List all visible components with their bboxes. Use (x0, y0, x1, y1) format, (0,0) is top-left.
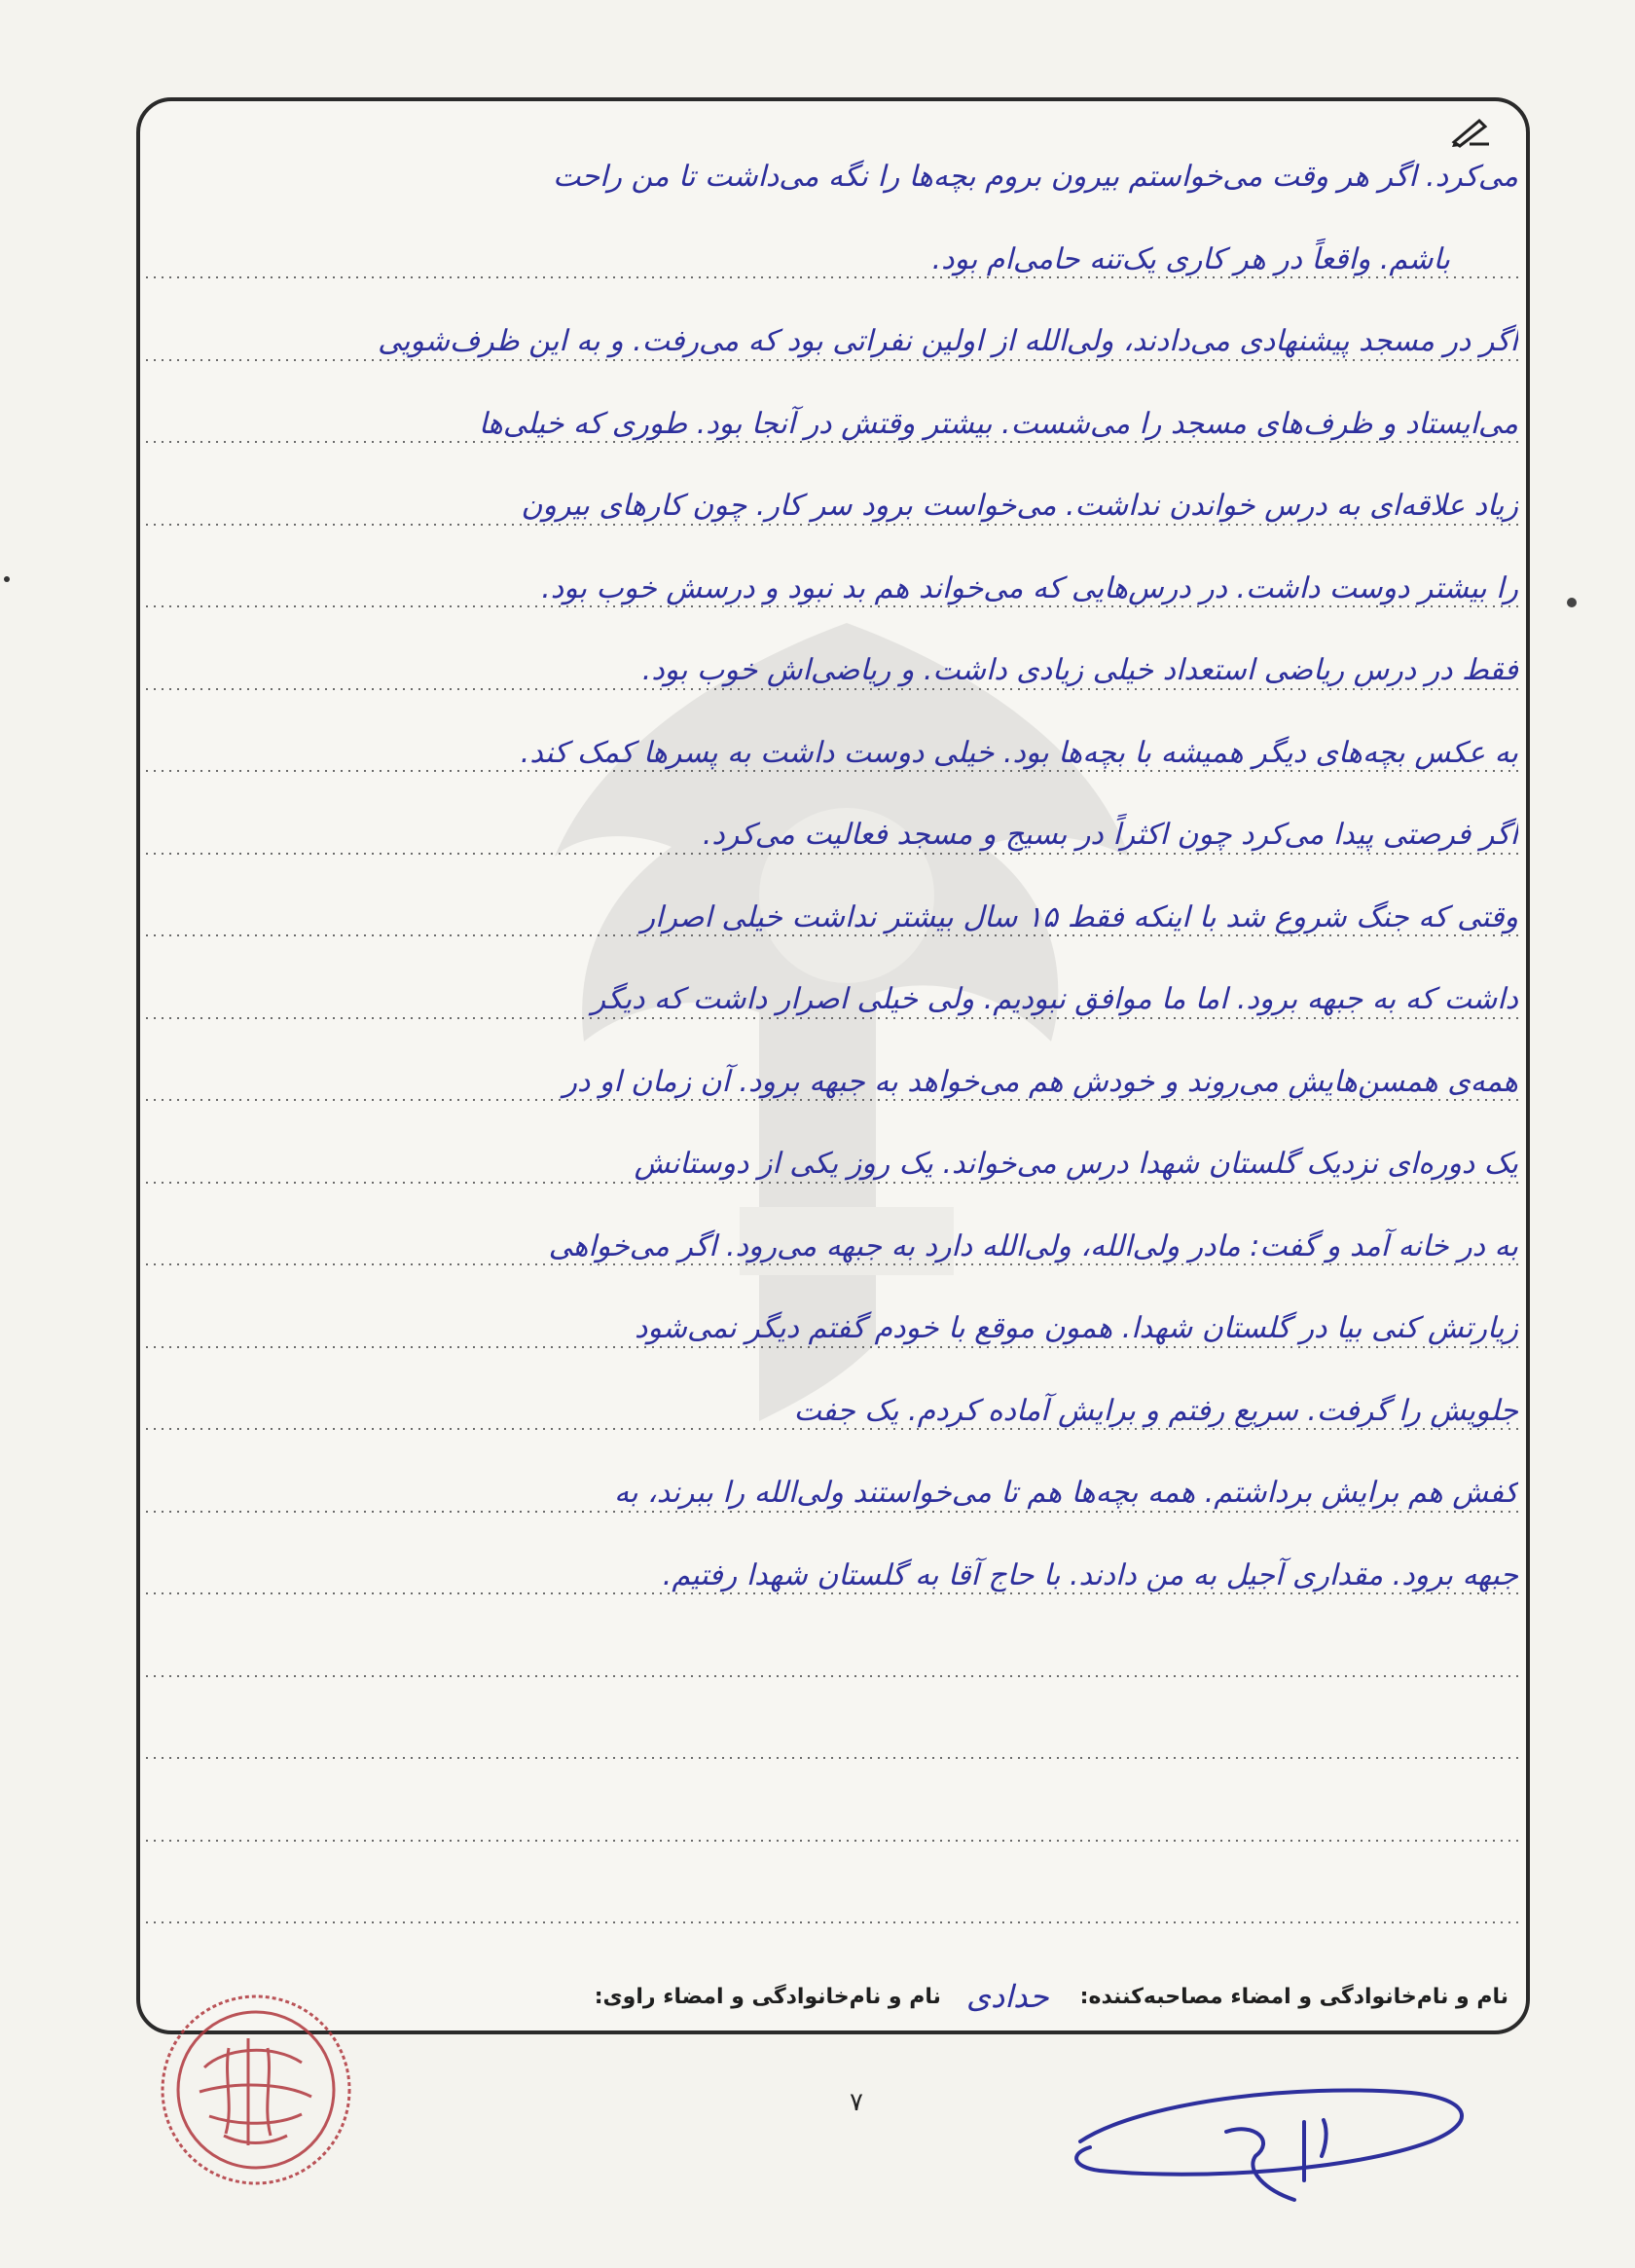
narrator-label: نام و نام‌خانوادگی و امضاء راوی: (594, 1984, 941, 2009)
page-number: ٧ (850, 2088, 863, 2117)
handwritten-line: اگر در مسجد پیشنهادی می‌دادند، ولی‌الله از اولین نفراتی بود که می‌رفت. و به این ظرف‌شویی (378, 324, 1518, 358)
handwritten-line: کفش هم برایش برداشتم. همه بچه‌ها هم تا می‌خواستند ولی‌الله را ببرند، به (614, 1476, 1518, 1510)
handwritten-signature (1061, 2064, 1479, 2239)
handwritten-line: را بیشتر دوست داشت. در درس‌هایی که می‌خواند هم بد نبود و درسش خوب بود. (541, 570, 1518, 605)
handwritten-line: می‌ایستاد و ظرف‌های مسجد را می‌شست. بیشتر وقتش در آنجا بود. طوری که خیلی‌ها (478, 406, 1518, 441)
handwritten-line: به در خانه آمد و گفت: مادر ولی‌الله، ولی‌الله دارد به جبهه می‌رود. اگر می‌خواهی (548, 1228, 1518, 1263)
footer-signature-labels (370, 1972, 1508, 2021)
handwritten-line: زیارتش کنی بیا در گلستان شهدا. همون موقع با خودم گفتم دیگر نمی‌شود (634, 1311, 1518, 1345)
handwritten-line: اگر فرصتی پیدا می‌کرد چون اکثراً در بسیج و مسجد فعالیت می‌کرد. (702, 818, 1518, 852)
handwritten-line: فقط در درس ریاضی استعداد خیلی زیادی داشت. و ریاضی‌اش خوب بود. (641, 653, 1518, 687)
handwritten-line: یک دوره‌ای نزدیک گلستان شهدا درس می‌خواند. یک روز یکی از دوستانش (634, 1147, 1518, 1181)
handwritten-line: به عکس بچه‌های دیگر همیشه با بچه‌ها بود. خیلی دوست داشت به پسرها کمک کند. (520, 735, 1518, 770)
handwritten-line: جبهه برود. مقداری آجیل به من دادند. با حاج آقا به گلستان شهدا رفتیم. (662, 1557, 1518, 1592)
handwritten-body (58, 136, 1518, 1617)
edge-mark (1567, 598, 1577, 607)
edge-mark (4, 576, 10, 582)
handwritten-line: جلویش را گرفت. سریع رفتم و برایش آماده کردم. یک جفت (793, 1393, 1518, 1428)
interviewer-label: نام و نام‌خانوادگی و امضاء مصاحبه‌کننده: (1079, 1984, 1508, 2009)
handwritten-line: زیاد علاقه‌ای به درس خواندن نداشت. می‌خواست برود سر کار. چون کارهای بیرون (521, 489, 1518, 523)
seal-stamp (156, 1990, 356, 2190)
handwritten-line: داشت که به جبهه برود. اما ما موافق نبودیم. ولی خیلی اصرار داشت که دیگر (591, 982, 1518, 1016)
handwritten-line: می‌کرد. اگر هر وقت می‌خواستم بیرون بروم بچه‌ها را نگه می‌داشت تا من راحت (553, 160, 1518, 194)
handwritten-line: باشم. واقعاً در هر کاری یک‌تنه حامی‌ام بود. (931, 241, 1450, 276)
interviewer-signature: حدادی (965, 1978, 1049, 2015)
handwritten-line: وقتی که جنگ شروع شد با اینکه فقط ۱۵ سال بیشتر نداشت خیلی اصرار (640, 899, 1518, 934)
handwritten-line: همه‌ی همسن‌هایش می‌روند و خودش هم می‌خواهد به جبهه برود. آن زمان او در (563, 1064, 1518, 1099)
